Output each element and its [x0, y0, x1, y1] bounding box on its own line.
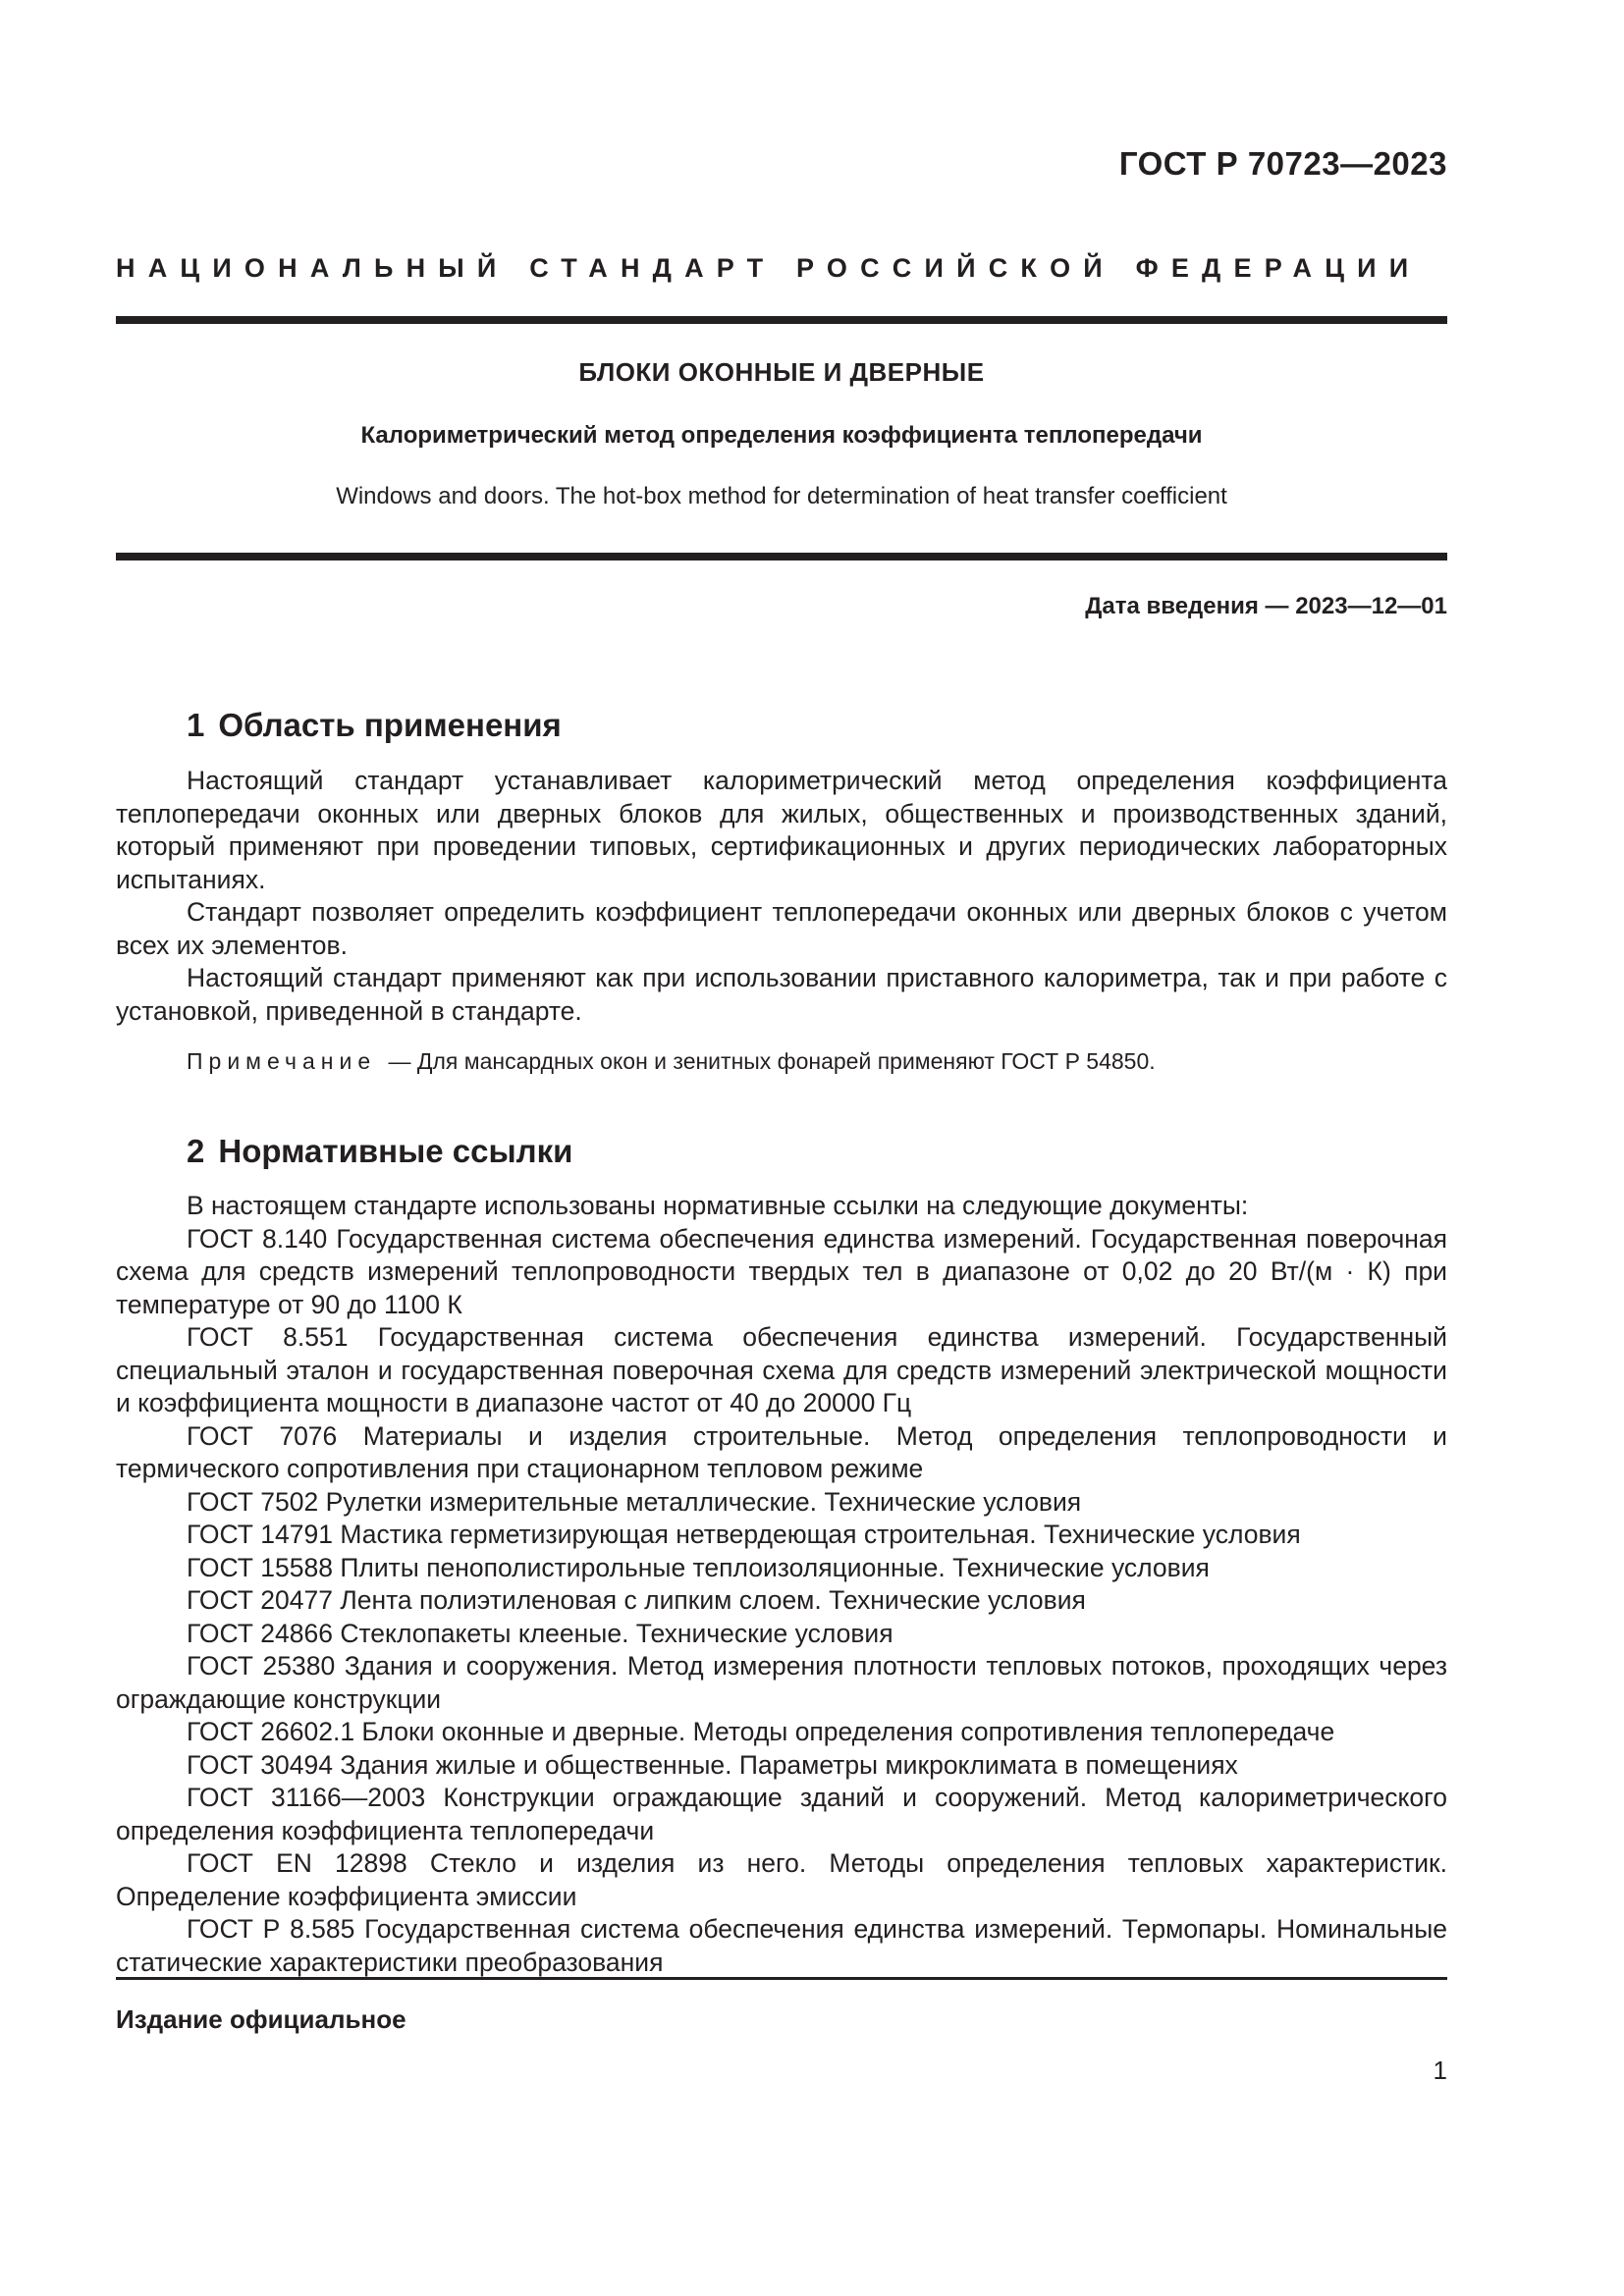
note-text: — Для мансардных окон и зенитных фонарей применяют ГОСТ Р 54850. — [388, 1048, 1156, 1074]
section-1-title: Область применения — [218, 707, 562, 743]
document-subtitle: Калориметрический метод определения коэффициента теплопередачи — [360, 422, 1203, 449]
document-english-title: Windows and doors. The hot-box method for determination of heat transfer coefficient — [336, 483, 1227, 509]
header-rule-bottom — [116, 553, 1447, 561]
document-title: БЛОКИ ОКОННЫЕ И ДВЕРНЫЕ — [578, 357, 985, 387]
gost-designation: ГОСТ Р 70723—2023 — [1118, 145, 1447, 182]
national-standard-header: НАЦИОНАЛЬНЫЙ СТАНДАРТ РОССИЙСКОЙ ФЕДЕРАЦИИ — [116, 253, 1422, 283]
reference-item: ГОСТ EN 12898 Стекло и изделия из него. Методы определения тепловых характеристик. Определение коэффициента эмиссии — [116, 1848, 1447, 1911]
reference-item: ГОСТ 24866 Стеклопакеты клееные. Технические условия — [187, 1618, 893, 1648]
reference-item: ГОСТ 8.140 Государственная система обеспечения единства измерений. Государственная поверочная схема для средств измерений теплопроводности твердых тел в диапазоне от 0,02 до 20 Вт/(м · К) при температуре от 90 до 1100 К — [116, 1223, 1447, 1319]
introduction-date: Дата введения — 2023—12—01 — [1085, 593, 1447, 619]
reference-item: ГОСТ 7076 Материалы и изделия строительные. Метод определения теплопроводности и термического сопротивления при стационарном тепловом режиме — [116, 1420, 1447, 1483]
section-2-body — [116, 1190, 1447, 1979]
section-1-paragraph: Настоящий стандарт устанавливает калориметрический метод определения коэффициента теплопередачи оконных или дверных блоков для жилых, общественных и производственных зданий, который применяют при проведении типовых, сертификационных и других периодических лабораторных испытаниях. — [116, 766, 1447, 894]
reference-item: ГОСТ Р 8.585 Государственная система обеспечения единства измерений. Термопары. Номинальные статические характеристики преобразования — [116, 1914, 1447, 1977]
section-1-number: 1 — [187, 707, 205, 743]
section-2-number: 2 — [187, 1133, 205, 1169]
reference-item: ГОСТ 7502 Рулетки измерительные металлические. Технические условия — [187, 1486, 1082, 1517]
footer-rule — [116, 1977, 1447, 1980]
page-number: 1 — [1433, 2056, 1447, 2085]
note-label: Примечание — [187, 1048, 377, 1074]
section-2-title: Нормативные ссылки — [218, 1133, 573, 1169]
section-1-body — [116, 765, 1447, 1028]
official-edition-label: Издание официальное — [116, 2004, 406, 2034]
reference-item: ГОСТ 15588 Плиты пенополистирольные теплоизоляционные. Технические условия — [187, 1552, 1210, 1582]
reference-item: ГОСТ 8.551 Государственная система обеспечения единства измерений. Государственный специальный эталон и государственная поверочная схема для средств измерений электрической мощности и коэффициента мощности в диапазоне частот от 40 до 20000 Гц — [116, 1322, 1447, 1417]
reference-item: ГОСТ 26602.1 Блоки оконные и дверные. Методы определения сопротивления теплопередаче — [187, 1717, 1335, 1746]
header-rule-top — [116, 316, 1447, 324]
reference-item: ГОСТ 31166—2003 Конструкции ограждающие зданий и сооружений. Метод калориметрического определения коэффициента теплопередачи — [116, 1783, 1447, 1845]
section-1-paragraph: Настоящий стандарт применяют как при использовании приставного калориметра, так и при работе с установкой, приведенной в стандарте. — [116, 963, 1447, 1026]
references-intro: В настоящем стандарте использованы нормативные ссылки на следующие документы: — [187, 1191, 1249, 1220]
reference-item: ГОСТ 20477 Лента полиэтиленовая с липким слоем. Технические условия — [187, 1585, 1086, 1615]
reference-item: ГОСТ 30494 Здания жилые и общественные. Параметры микроклимата в помещениях — [187, 1749, 1238, 1780]
section-1-heading — [187, 707, 562, 744]
section-1-note — [187, 1048, 1156, 1075]
reference-item: ГОСТ 14791 Мастика герметизирующая нетвердеющая строительная. Технические условия — [187, 1520, 1301, 1549]
reference-item: ГОСТ 25380 Здания и сооружения. Метод измерения плотности тепловых потоков, проходящих через ограждающие конструкции — [116, 1651, 1447, 1714]
section-1-paragraph: Стандарт позволяет определить коэффициент теплопередачи оконных или дверных блоков с учетом всех их элементов. — [116, 897, 1447, 960]
section-2-heading — [187, 1133, 572, 1170]
